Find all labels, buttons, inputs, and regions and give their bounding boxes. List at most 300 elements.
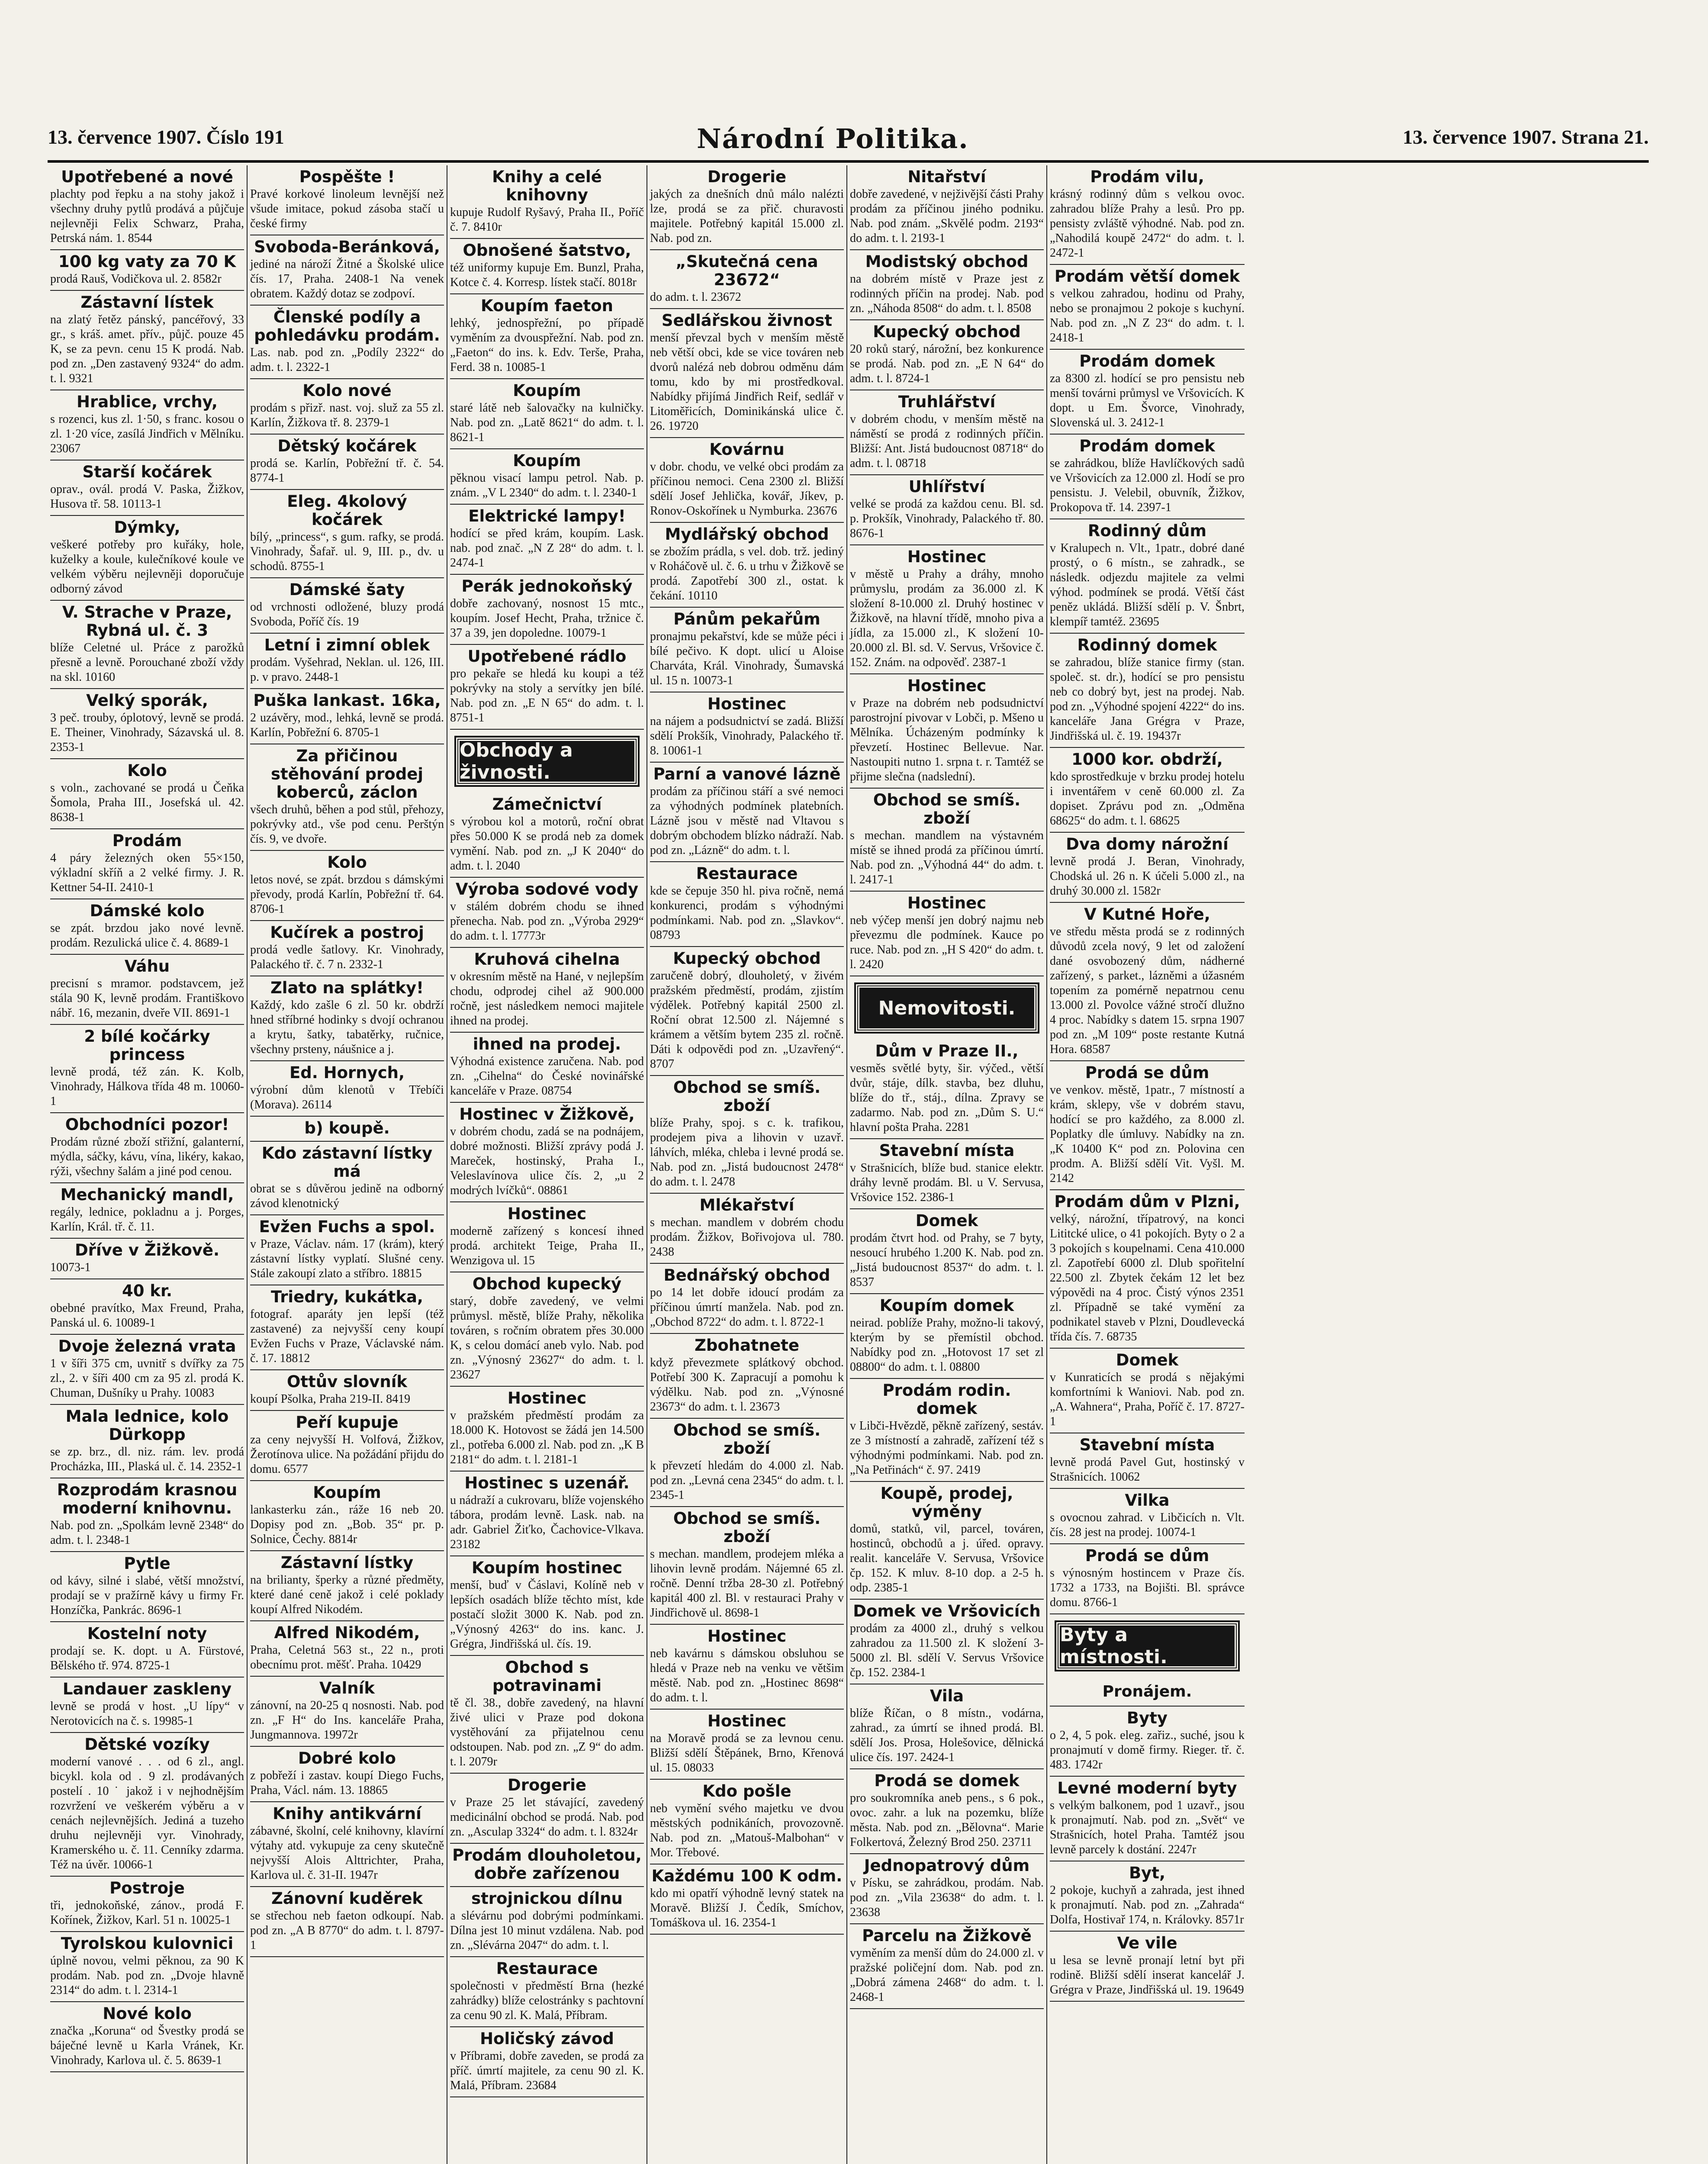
classified-ad [50, 1113, 244, 1183]
classified-ad [250, 1802, 444, 1887]
ad-title: Levné moderní byty [1057, 1779, 1237, 1797]
classified-ad [250, 165, 444, 235]
classified-ad [250, 1370, 444, 1411]
ad-title: Kolo [127, 761, 167, 780]
ad-text: kupuje Rudolf Ryšavý, Praha II., Poříč č. 7. 8410r [450, 206, 644, 234]
ad-text: 2 uzávěry, mod., lehká, levně se prodá. Karlín, Pobřežní 6. 8705-1 [250, 711, 444, 739]
ad-title: Starší kočárek [82, 463, 212, 481]
ad-title: Mydlářský obchod [665, 525, 829, 544]
ad-text: v Strašnicích, blíže bud. stanice elektr. dráhy levně prodám. Bl. u V. Servusa, Vršovice 152. 2386-1 [850, 1161, 1044, 1204]
classified-ad [850, 1040, 1044, 1139]
classified-ad [650, 250, 844, 309]
classified-ad [50, 2002, 244, 2072]
classified-ad [250, 1747, 444, 1802]
ad-title: Upotřebené rádlo [467, 647, 627, 666]
classified-ad [50, 689, 244, 759]
classified-ad [450, 948, 644, 1033]
ad-title: Knihy antikvární [273, 1804, 421, 1823]
ad-title: Hostinec [507, 1204, 587, 1223]
ad-title: Obchod se smíš. zboží [673, 1078, 821, 1115]
classified-ad [850, 320, 1044, 390]
ad-title: Pánům pekařům [673, 610, 820, 628]
classified-ad [850, 165, 1044, 250]
ad-title: Landauer zaskleny [62, 1680, 232, 1698]
ad-text: prodám. Vyšehrad, Neklan. ul. 126, III. p. v pravo. 2448-1 [250, 656, 444, 684]
ad-text: 10073-1 [50, 1261, 91, 1274]
classified-ad [650, 309, 844, 438]
ad-text: s mechan. mandlem, prodejem mléka a lihovin levně prodám. Nájemné 65 zl. ročně. Denní tržba 28-30 zl. Potřebný kapitál 400 zl. Bl. v restauraci Prahy v Jindřichově ul. 8698-1 [650, 1547, 844, 1620]
ad-title: V Kutné Hoře, [1084, 905, 1210, 924]
ad-title: Dům v Praze II., [875, 1042, 1019, 1060]
classified-ad [250, 1411, 444, 1481]
classified-ad [1050, 165, 1245, 265]
ad-text: 3 peč. trouby, óplotový, levně se prodá. E. Theiner, Vinohrady, Sázavská ul. 8. 2353-1 [50, 711, 244, 754]
ad-title: Dvoje železná vrata [58, 1337, 236, 1356]
header-date-page: 13. července 1907. Strana 21. [1402, 126, 1649, 148]
ad-text: 20 roků starý, nárožní, bez konkurence se prodá. Nab. pod zn. „E N 64“ do adm. t. l. 8724-1 [850, 342, 1044, 385]
classified-ad [650, 1625, 844, 1710]
ad-title: Bednářský obchod [663, 1266, 830, 1285]
ad-title: Kučírek a postroj [270, 923, 424, 942]
ad-title: Koupím domek [879, 1296, 1014, 1315]
ad-text: v dobrém chodu, v menším městě na náměstí se prodá z rodinných příčin. Bližší: Ant. Jistá budoucnost 08718“ do adm. t. l. 08718 [850, 412, 1044, 470]
section-heading: Pronájem. [1050, 1678, 1245, 1707]
classified-ad [650, 1194, 844, 1264]
ad-text: o 2, 4, 5 pok. eleg. zařiz., suché, jsou k pronajmutí v domě firmy. Rieger. tř. č. 483. 1742r [1050, 1729, 1245, 1771]
ad-title: Hostinec [907, 894, 987, 912]
ad-title: Prodám větší domek [1054, 267, 1240, 286]
ad-text: prodají se. K. dopt. u A. Fürstové, Bělského tř. 974. 8725-1 [50, 1644, 244, 1672]
ad-text: v Praze 25 let stávající, zavedený medicinální obchod se prodá. Nab. pod zn. „Asculap 3324“ do adm. t. l. 8324r [450, 1796, 644, 1839]
ad-text: velký, nárožní, třípatrový, na konci Lititcké ulice, o 41 pokojích. Byty o 2 a 3 pokojích s koupelnami. Cena 410.000 zl. Zapotřebí 6000 zl. Dlub spořitelní 22.500 zl. Zbytek čekám 12 let bez výpovědi na 4 proc. Čistý výnos 2351 zl. Případně se také vymění za podnikatel staveb v Plzni, Doudlevecká třída čís. 7. 68735 [1050, 1212, 1245, 1343]
ad-text: blíže Říčan, o 8 místn., vodárna, zahrad., za úmrtí se ihned prodá. Bl. sdělí Jos. Prosa, Holešovice, dělnická ulice čís. 197. 2424-1 [850, 1707, 1044, 1764]
classified-ad [50, 291, 244, 390]
ad-text: jediné na nároží Žitné a Školské ulice čís. 17, Praha. 2408-1 Na venek obratem. Každý dotaz se zodpoví. [250, 258, 444, 300]
ad-text: se zbožím prádla, s vel. dob. trž. jediný v Roháčově ul. č. 6. u trhu v Žižkově se prodá. Zapotřebí 300 zl., ostat. k čekání. 10110 [650, 545, 844, 602]
ad-text: s výrobou kol a motorů, roční obrat přes 50.000 K se prodá neb za domek vymění. Nab. pod zn. „J K 2040“ do adm. t. l. 2040 [450, 815, 644, 873]
classified-ad [250, 578, 444, 634]
ad-title: Obchod se smíš. zboží [873, 791, 1021, 828]
ad-text: kdo sprostředkuje v brzku prodej hotelu i inventářem v ceně 60.000 zl. Za dopiset. Zprávu pod zn. „Odměna 68625“ do adm. t. l. 68625 [1050, 770, 1245, 828]
classified-ad [850, 1209, 1044, 1294]
ad-text: s ovocnou zahrad. v Libčicích n. Vlt. čís. 28 jest na prodej. 10074-1 [1050, 1511, 1245, 1539]
classified-ad [250, 976, 444, 1061]
ad-title: Zánovní kuděrek [271, 1889, 423, 1908]
ad-title: Nové kolo [103, 2004, 192, 2023]
ad-title: Obchod se smíš. zboží [673, 1509, 821, 1546]
classified-ad [250, 490, 444, 578]
ad-title: Prodám domek [1079, 352, 1215, 370]
ad-text: u lesa se levně pronají letní byt při rodině. Bližší sdělí inserat kancelář J. Grégra v Praze, Jindřišská ul. 19. 19649 [1050, 1954, 1245, 1997]
ad-title: Modistský obchod [865, 252, 1029, 271]
ad-text: Každý, kdo zašle 6 zl. 50 kr. obdrží hned stříbrné hodinky s dvojí ochranou a krytu, šatky, tabatěrky, ručnice, všechny prsteny, náušnice a j. [250, 998, 444, 1056]
ad-title: Dříve v Žižkově. [74, 1241, 220, 1259]
ad-text: jakých za dnešních dnů málo nalézti lze, prodá se za přič. churavosti majitele. Potřebný kapitál 15.000 zl. Nab. pod zn. [650, 187, 844, 245]
ad-title: Svoboda-Beránková, [254, 238, 440, 256]
ad-title: Domek [915, 1211, 978, 1230]
ad-title: Letní i zimní oblek [264, 636, 430, 654]
classified-ad [250, 851, 444, 921]
ad-text: na zlatý řetěz pánský, pancéřový, 33 gr., s kráš. amet. přív., půjč. pouze 45 K, se za pevn. cenu 15 K prodá. Nab. pod zn. „Den zastavený 9324“ do adm. t. l. 9321 [50, 313, 244, 385]
classified-ad [850, 1379, 1044, 1482]
ad-title: Prodá se dům [1085, 1546, 1209, 1565]
classified-ad [50, 1239, 244, 1279]
section-banner: Obchody a živnosti. [456, 737, 638, 785]
ad-text: 4 páry železných oken 55×150, výkladní skříň a 2 velké firmy. J. R. Kettner 54-II. 2410-1 [50, 851, 244, 894]
ad-title: Za přičinou stěhování prodej koberců, záclon [271, 747, 423, 802]
classified-ad [250, 921, 444, 976]
classified-ad [450, 505, 644, 575]
classified-ad [1050, 634, 1245, 748]
ad-title: Hostinec [707, 695, 787, 713]
classified-ad [450, 1887, 644, 1957]
classified-ad [50, 165, 244, 250]
ad-title: Obnošené šatstvo, [463, 241, 631, 260]
ad-text: pěknou visací lampu petrol. Nab. p. znám. „V L 2340“ do adm. t. l. 2340-1 [450, 471, 644, 499]
classified-ad [50, 1025, 244, 1113]
ad-title: Mechanický mandl, [60, 1185, 234, 1204]
classified-ad [850, 250, 1044, 320]
ad-title: Domek ve Vršovicích [853, 1602, 1041, 1620]
classified-ad [650, 1264, 844, 1334]
ad-title: Dýmky, [114, 518, 180, 537]
ad-title: Koupě, prodej, výměny [880, 1484, 1013, 1521]
classified-ad [850, 892, 1044, 976]
classified-ad [650, 438, 844, 523]
ad-text: moderní vanové . . . od 6 zl., angl. bicykl. kola od . 9 zl. prodávaných postelí . 10 ˙ jakož i v nejhodnějším rozvržení ve veškerém výběru a v cenách nejlevnějších. Jediná a tuzeho druhu nejlevněji vyr. Vinohrady, Kramerského u. č. 11. Cenníky zdarma. Též na úvěr. 10066-1 [50, 1755, 244, 1871]
classified-ad [50, 759, 244, 829]
ad-text: prodám s přizř. nast. voj. služ za 55 zl. Karlín, Žižkova tř. 8. 2379-1 [250, 401, 444, 429]
ad-text: vesměs světlé byty, šir. výčed., větší dvůr, stáje, dílk. stavba, bez dluhu, blíže do tř., stáj., dílna. Zpravy se zadarmo. Nab. pod zn. „Dům S. U.“ hlavní pošta Praha. 2281 [850, 1062, 1044, 1134]
ad-text: fotograf. aparáty jen lepší (též zastavené) za nejvyšší ceny koupí Evžen Fuchs v Praze, Václavské nám. č. 17. 18812 [250, 1307, 444, 1365]
ad-text: hodící se před krám, koupím. Lask. nab. pod znač. „N Z 28“ do adm. t. l. 2474-1 [450, 527, 644, 570]
ad-text: prodám čtvrt hod. od Prahy, se 7 byty, nesoucí hrubého 1.200 K. Nab. pod zn. „Jistá budoucnost 8537“ do adm. t. l. 8537 [850, 1231, 1044, 1289]
ad-text: v Libči-Hvězdě, pěkně zařízený, sestáv. ze 3 místností a zahradě, zařízení též s výhodnými podmínkami. Nab. pod zn. „Na Petřinách“ č. 97. 2419 [850, 1419, 1044, 1477]
classified-ad [250, 1621, 444, 1677]
section-banner: Nemovitosti. [856, 984, 1038, 1032]
ad-text: ve středu města prodá se z rodinných důvodů zcela nový, 9 let od založení dané osvobozený dům, nádherné zařízený, s parket., lázněmi a úžasném topením za pomérně nepatrnou cenu 13.000 zl. Povolce vážné stročí dlužno 4 proc. Nabídky s datem 15. srpna 1907 pod zn. „M 109“ poste restante Kutná Hora. 68587 [1050, 925, 1245, 1056]
ad-title: Hostinec s uzenář. [464, 1474, 630, 1492]
ad-text: oprav., ovál. prodá V. Paska, Žižkov, Husova tř. 58. 10113-1 [50, 483, 244, 511]
ad-text: po 14 let dobře idoucí prodám za příčinou úmrtí manžela. Nab. pod zn. „Obchod 8722“ do adm. t. l. 8722-1 [650, 1286, 844, 1329]
ad-title: Dámské šaty [289, 580, 405, 599]
classified-ad [1050, 1861, 1245, 1932]
ad-title: Hostinec [907, 547, 987, 566]
ad-title: 1000 kor. obdrží, [1071, 750, 1223, 769]
ad-text: neb vymění svého majetku ve dvou městských podnikáních, provozovně. Nab. pod zn. „Matouš-Malbohan“ v Mor. Třebové. [650, 1802, 844, 1859]
ad-title: Byty [1126, 1709, 1168, 1727]
classified-ad [50, 1877, 244, 1932]
ad-text: prodá se. Karlín, Pobřežní tř. č. 54. 8774-1 [250, 457, 444, 485]
section-banner: Byty a místnosti. [1056, 1622, 1238, 1670]
page-header [48, 123, 1649, 156]
classified-ad [1050, 833, 1245, 903]
classified-ad [1050, 435, 1245, 519]
classified-ad [1050, 1190, 1245, 1349]
ad-title: Drogerie [508, 1776, 586, 1794]
ad-title: Parcelu na Žižkově [862, 1926, 1032, 1945]
classified-ad [50, 1622, 244, 1678]
ad-text: letos nové, se zpát. brzdou s dámskými převody, prodá Karlín, Pobřežní tř. 64. 8706-1 [250, 873, 444, 916]
ad-text: společnosti v předměstí Brna (hezké zahrádky) blíže celostránky s pachtovní za cenu 90 zl. K. Malá, Příbram. [450, 1979, 644, 2022]
ad-text: levně prodá, též zán. K. Kolb, Vinohrady, Hálkova třída 48 m. 10060-1 [50, 1065, 244, 1108]
classified-ad [1050, 1544, 1245, 1614]
ad-text: kdo mi opatří výhodně levný statek na Moravě. Bližší J. Čedík, Smíchov, Tomáškova ul. 16. 2354-1 [650, 1887, 844, 1929]
ad-text: za 8300 zl. hodící se pro pensistu neb menší továrni průmysl ve Vršovicích. K dopt. u Em. Švorce, Vinohrady, Slovenská ul. 3. 2412-1 [1050, 372, 1245, 429]
ad-title: Hostinec [707, 1627, 787, 1646]
ad-text: levně prodá Pavel Gut, hostinský v Strašnicích. 10062 [1050, 1456, 1245, 1484]
ad-text: v Kralupech n. Vlt., 1patr., dobré dané prostý, o 6 místn., se zahradk., se následk. odjezdu majitele za velmi výhod. podmínek se prodá. Větší část peněz ukládá. Bližší sdělí p. V. Šnbrt, klempíř tamtéž. 23695 [1050, 541, 1245, 628]
ad-title: Kolo nové [302, 381, 392, 400]
ad-text: prodá Rauš, Vodičkova ul. 2. 8582r [50, 272, 222, 286]
classified-ad [650, 1507, 844, 1625]
classified-ad [50, 1335, 244, 1405]
ad-title: Rozprodám krasnou moderní knihovnu. [57, 1481, 238, 1517]
ad-title: Kolo [327, 853, 367, 872]
ad-title: Perák jednokoňský [461, 577, 633, 596]
ad-text: se zpát. brzdou jako nové levně. prodám. Rezulická ulice č. 4. 8689-1 [50, 921, 244, 950]
ad-title: Knihy a celé knihovny [492, 167, 602, 204]
classified-ad [250, 1215, 444, 1285]
ad-text: s velkým balkonem, pod 1 uzavř., jsou k pronajmutí. Nab. pod zn. „Svět“ ve Strašnicích, hotel Praha. Tamtéž jsou levně parcely k dostání. 2247r [1050, 1799, 1245, 1856]
classified-ad [50, 1183, 244, 1239]
classified-ad [50, 1932, 244, 2002]
ad-title: Obchodníci pozor! [65, 1115, 229, 1134]
classified-ad [50, 460, 244, 516]
ad-text: se střechou neb faeton odkoupí. Nab. pod zn. „A B 8770“ do adm. t. l. 8797-1 [250, 1909, 444, 1952]
ad-title: Restaurace [696, 864, 798, 883]
classified-ad [1050, 1061, 1245, 1190]
ad-text: od vrchnosti odložené, bluzy prodá Svoboda, Poříč čís. 19 [250, 600, 444, 628]
ad-title: Dětské vozíky [84, 1735, 210, 1754]
ad-title: Stavební místa [879, 1141, 1015, 1160]
ad-title: Kdo zástavní lístky má [261, 1144, 433, 1181]
ad-text: Las. nab. pod zn. „Podíly 2322“ do adm. t. l. 2322-1 [250, 346, 444, 374]
ad-text: značka „Koruna“ od Švestky prodá se báječné levně u Karla Vránek, Kr. Vinohrady, Karlova ul. č. 5. 8639-1 [50, 2024, 244, 2067]
ad-title: ihned na prodej. [473, 1035, 621, 1053]
classified-ad [1050, 519, 1245, 634]
ad-text: v Praze na dobrém neb podsudnictví parostrojní pivovar v Lobči, p. Mšeno u Mělníka. Úcházeným podmínky k převzetí. Hostinec Bellevue. Nar. Nastoupiti nutno 1. srpna t. r. Tamtéž se přijme slečna (nadslední). [850, 696, 1044, 783]
ad-title: Každému 100 K odm. [651, 1867, 843, 1885]
ad-title: Dámské kolo [90, 902, 205, 920]
classified-ad [650, 947, 844, 1076]
classified-ad [250, 1285, 444, 1370]
classified-ad [250, 634, 444, 689]
classified-ad [850, 1294, 1044, 1379]
classified-ad [450, 1202, 644, 1272]
ad-text: precisní s mramor. podstavcem, jež stála 90 K, levně prodám. Františkovo nábř. 16, mezanin, dveře VII. 8691-1 [50, 977, 244, 1020]
classified-ad [450, 2027, 644, 2097]
ad-title: Alfred Nikodém, [274, 1623, 420, 1642]
ad-text: Prodám různé zboží střižní, galanterní, mýdla, sáčky, kávu, vína, likéry, kakao, rýži, všechny šalám a jiné pod cenou. [50, 1135, 244, 1178]
classified-ad [250, 1117, 444, 1142]
ad-text: dobře zavedené, v nejživější části Prahy prodám za příčinou jiného podniku. Nab. pod znám. „Skvělé podm. 2193“ do adm. t. l. 2193-1 [850, 187, 1044, 245]
classified-ad [450, 1957, 644, 2027]
classified-ad [850, 1769, 1044, 1854]
ad-title: Dětský kočárek [277, 437, 417, 455]
ad-title: Ve vile [1117, 1934, 1177, 1952]
classified-ad [1050, 265, 1245, 350]
ad-text: pro pekaře se hledá ku koupi a též pokrývky na stoly a servítky jen bílé. Nab. pod zn. „E N 65“ do adm. t. l. 8751-1 [450, 667, 644, 725]
ad-text: s mechan. mandlem na výstavném místě se ihned prodá za příčinou úmrtí. Nab. pod zn. „Výhodná 44“ do adm. t. l. 2417-1 [850, 829, 1044, 886]
ad-text: pro soukromníka aneb pens., s 6 pok., ovoc. zahr. a luk na pozemku, blíže města. Nab. pod zn. „Bělovna“. Marie Folkertová, Železný Brod 250. 23711 [850, 1791, 1044, 1849]
classified-ad [50, 1279, 244, 1335]
ad-title: Tyrolskou kulovnici [61, 1934, 234, 1953]
column-4 [647, 165, 847, 2164]
ad-text: moderně zařízený s koncesí ihned prodá. architekt Teige, Praha II., Wenzigova ul. 15 [450, 1224, 644, 1267]
classified-ad [250, 1887, 444, 1957]
ad-title: Zlato na splátky! [270, 979, 424, 997]
ad-text: když převezmete splátkový obchod. Potřebí 300 K. Zapracují a pomohu k výdělku. Nab. pod zn. „Výnosné 23673“ do adm. t. l. 23673 [650, 1356, 844, 1414]
classified-ad [450, 575, 644, 645]
ad-text: se zahradou, blíže stanice firmy (stan. společ. st. dr.), hodící se pro pensistu neb co dobrý byt, jest na prodej. Nab. pod zn. „Výhodné spojení 4222“ do ins. kanceláře Jana Grégra v Praze, Jindřišská ul. č. 19. 19437r [1050, 656, 1245, 743]
ad-text: v Kunraticích se prodá s nějakými komfortními k Waniovi. Nab. pod zn. „A. Wahnera“, Praha, Poříč č. 17. 8727-1 [1050, 1371, 1245, 1428]
ad-title: Prodá se dům [1085, 1063, 1209, 1082]
ad-title: Mala lednice, kolo Dürkopp [65, 1407, 229, 1444]
ad-title: Drogerie [708, 167, 786, 186]
ad-title: Koupím [513, 381, 581, 400]
classified-ad [50, 390, 244, 460]
ad-title: 100 kg vaty za 70 K [58, 252, 236, 271]
ad-text: krásný rodinný dům s velkou ovoc. zahradou blíže Prahy a lesů. Pro pp. pensisty zvláště výhodné. Nab. pod zn. „Nahodilá koupě 2472“ do adm. t. l. 2472-1 [1050, 187, 1245, 260]
header-date-issue: 13. července 1907. Číslo 191 [48, 126, 284, 148]
classified-ad [1050, 350, 1245, 435]
ad-text: s rozenci, kus zl. 1·50, s franc. kosou o zl. 1·20 více, zasílá Jindřich v Mělníku. 23067 [50, 412, 244, 455]
ad-text: veškeré potřeby pro kuřáky, hole, kuželky a koule, kulečníkové koule ve velkém výběru nejlevněji doporučuje odborný závod [50, 538, 244, 596]
ad-text: na brilianty, šperky a různé předměty, které dané ceně jakož i celé poklady koupí Alfred Nikodém. [250, 1573, 444, 1616]
ad-title: Koupím [513, 451, 581, 470]
classified-ad [850, 475, 1044, 545]
ad-title: Prodám dům v Plzni, [1054, 1192, 1240, 1211]
ad-text: výrobní dům klenotů v Třebíči (Morava). 26114 [250, 1083, 444, 1111]
classified-ad [250, 689, 444, 744]
ad-title: Prodám domek [1079, 437, 1215, 455]
classified-ad [50, 1678, 244, 1733]
ad-text: Výhodná existence zaručena. Nab. pod zn. „Cihelna“ do České novinářské kanceláře v Praze. 08754 [450, 1055, 644, 1098]
ad-text: levně se prodá v host. „U lípy“ v Nerotovicích na č. s. 19985-1 [50, 1700, 244, 1728]
classified-ad [450, 239, 644, 294]
ad-text: kde se čepuje 350 hl. piva ročně, nemá konkurenci, prodám s výhodnými podmínkami. Nab. pod zn. „Slavkov“. 08793 [650, 884, 844, 942]
classified-ad [50, 899, 244, 955]
classified-ad [850, 1854, 1044, 1924]
classified-ad [1050, 748, 1245, 833]
ad-text: prodám za příčinou stáří a své nemoci za výhodných podmínek platebních. Lázně jsou v městě nad Vltavou s dobrým obchodem blízko nádraží. Nab. pod zn. „Lázně“ do adm. t. l. [650, 785, 844, 857]
ad-title: Členské podíly a pohledávku prodám. [254, 308, 440, 345]
ad-title: Prodám rodin. domek [882, 1381, 1011, 1418]
classified-ad [250, 1481, 444, 1551]
ad-title: Prodám vilu, [1090, 167, 1204, 186]
ad-text: v Písku, se zahrádkou, prodám. Nab. pod zn. „Vila 23638“ do adm. t. l. 23638 [850, 1876, 1044, 1919]
ad-title: Velký sporák, [86, 691, 208, 710]
ad-title: Rodinný dům [1087, 522, 1207, 540]
ad-text: koupí Pšolka, Praha 219-II. 8419 [250, 1392, 411, 1406]
column-3 [447, 165, 647, 2164]
ad-title: Zástavní lístky [280, 1553, 414, 1572]
column-6 [1047, 165, 1247, 2164]
classified-ad [250, 306, 444, 379]
ad-text: s mechan. mandlem v dobrém chodu prodám. Žižkov, Bořivojova ul. 780. 2438 [650, 1216, 844, 1259]
classified-ad [250, 379, 444, 435]
ad-title: Prodá se domek [874, 1771, 1020, 1790]
ad-title: Koupím [313, 1483, 381, 1502]
ad-title: Truhlářství [898, 393, 996, 411]
ad-text: a slévárnu pod dobrými podmínkami. Dílna jest 10 minut vzdálena. Nab. pod zn. „Slévárna 2047“ do adm. t. l. [450, 1909, 644, 1952]
classified-ad [650, 763, 844, 862]
classified-ad [50, 250, 244, 291]
classified-ad [650, 1710, 844, 1780]
ad-title: Rodinný domek [1077, 636, 1217, 654]
classified-ad [850, 1139, 1044, 1209]
ad-text: od kávy, silné i slabé, větší množství, prodají se v pražírně kávy u firmy Fr. Honzíčka, Pankrác. 8696-1 [50, 1574, 244, 1617]
ad-text: lehký, jednospřežní, po případě vyměním za dvouspřežní. Nab. pod zn. „Faeton“ do ins. k. Edv. Terše, Praha, Ferd. 38 n. 10085-1 [450, 316, 644, 374]
ad-text: vyměním za menší dům do 24.000 zl. v pražské poličejní dom. Nab. pod zn. „Dobrá zámena 2468“ do adm. t. l. 2468-1 [850, 1946, 1044, 2004]
classified-ad [450, 645, 644, 730]
ad-text: úplně novou, velmi pěknou, za 90 K prodám. Nab. pod zn. „Dvoje hlavně 2314“ do adm. t. l. 2314-1 [50, 1954, 244, 1997]
ad-text: prodá vedle šatlovy. Kr. Vinohrady, Palackého tř. č. 7 n. 2332-1 [250, 943, 444, 971]
ad-title: Ottův slovník [286, 1372, 408, 1391]
ad-title: strojnickou dílnu [471, 1889, 623, 1908]
ad-text: Praha, Celetná 563 st., 22 n., proti obecnímu prot. měšť. Praha. 10429 [250, 1643, 444, 1671]
ad-text: na Moravě prodá se za levnou cenu. Bližší sdělí Štěpánek, Brno, Křenová ul. 15. 08033 [650, 1732, 844, 1774]
classified-ad [250, 744, 444, 851]
ad-text: blíže Prahy, spoj. s c. k. trafikou, prodejem piva a lihovin v uzavř. láhvích, mléka, chleba i levné prodá se. Nab. pod zn. „Jistá budoucnost 2478“ do adm. t. l. 2478 [650, 1116, 844, 1188]
classified-ad [450, 1103, 644, 1202]
ad-title: 40 kr. [122, 1282, 172, 1300]
classified-ad [650, 862, 844, 947]
classified-ad [850, 1684, 1044, 1769]
ad-title: Puška lankast. 16ka, [253, 691, 441, 710]
ad-text: obebné pravítko, Max Freund, Praha, Panská ul. 6. 10089-1 [50, 1301, 244, 1330]
column-5 [847, 165, 1047, 2164]
classified-ad [250, 1551, 444, 1621]
classified-ad [450, 379, 644, 449]
ad-title: Zástavní lístek [80, 293, 214, 312]
classified-ad [450, 793, 644, 878]
ad-text: zaručeně dobrý, dlouholetý, v živém pražském předměstí, prodám, zjistím výdělek. Potřebný kapitál 2500 zl. Roční obrat 12.500 zl. Nájemné s krámem a větším bytem 235 zl. ročně. Dáti k odpovědi pod zn. „Uzavřený“. 8707 [650, 969, 844, 1071]
ad-title: Uhlířství [908, 477, 985, 496]
classified-ad [250, 435, 444, 490]
ad-text: menší, buď v Čáslavi, Kolíně neb v lepších osadách blíže těchto míst, kde postačí složit 3000 K. Nab. pod zn. „Výnosný 4263“ do ins. kanc. J. Grégra, Jindřišská ul. čís. 19. [450, 1578, 644, 1651]
ad-title: Zámečnictví [492, 795, 602, 814]
ad-text: regály, lednice, pokladnu a j. Porges, Karlín, Král. tř. č. 11. [50, 1205, 244, 1233]
classified-ad [650, 1334, 844, 1419]
ad-text: bílý, „princess“, s gum. rafky, se prodá. Vinohrady, Šafař. ul. 9, III. p., dv. u schodů. 8755-1 [250, 530, 444, 573]
classified-ad [50, 1552, 244, 1622]
ad-title: Dobré kolo [298, 1749, 396, 1768]
classified-ad [1050, 1777, 1245, 1861]
ad-title: Obchod se smíš. zboží [673, 1421, 821, 1458]
ad-text: v okresním městě na Hané, v nejlepším chodu, odprodej cihel až 900.000 ročně, jest následkem nemoci majitele ihned na prodej. [450, 970, 644, 1027]
ad-title: Obchod kupecký [472, 1275, 622, 1293]
ad-text: tě čl. 38., dobře zavedený, na hlavní živé ulici v Praze pod dokona vystěhování za přijatelnou cenu odstoupen. Nab. pod zn. „Z 9“ do adm. t. l. 2079r [450, 1696, 644, 1768]
ad-text: velké se prodá za každou cenu. Bl. sd. p. Prokšík, Vinohrady, Palackého tř. 80. 8676-1 [850, 497, 1044, 540]
classified-ad [650, 1419, 844, 1507]
classified-ad [450, 1033, 644, 1103]
classified-ad [450, 165, 644, 239]
ad-text: s voln., zachované se prodá u Čeňka Šomola, Praha III., Josefská ul. 42. 8638-1 [50, 781, 244, 824]
ad-text: na nájem a podsudnictví se zadá. Bližší sdělí Prokšík, Vinohrady, Palackého tř. 8. 10061-1 [650, 715, 844, 757]
classified-ad [450, 1472, 644, 1556]
ad-title: Peří kupuje [296, 1413, 399, 1432]
classified-ad [450, 1272, 644, 1387]
ad-text: starý, dobře zavedený, ve velmi průmysl. městě, blíže Prahy, několika továren, s ročním obratem přes 30.000 K, s celou domácí aneb vylo. Nab. pod zn. „Výnosný 23627“ do adm. t. l. 23627 [450, 1295, 644, 1381]
ad-title: Ed. Hornych, [289, 1063, 405, 1082]
ad-text: se zp. brz., dl. niz. rám. lev. prodá Procházka, III., Plaská ul. č. 14. 2352-1 [50, 1445, 244, 1473]
ad-title: Pytle [124, 1554, 170, 1573]
ad-title: Koupím faeton [481, 296, 613, 315]
ad-text: se zahrádkou, blíže Havlíčkových sadů ve Vršovicích za 12.000 zl. Hodí se pro pensistu. J. Velebil, obuvník, Žižkov, Prokopova tř. 14. 2397-1 [1050, 457, 1245, 514]
ad-title: Eleg. 4kolový kočárek [287, 492, 407, 529]
